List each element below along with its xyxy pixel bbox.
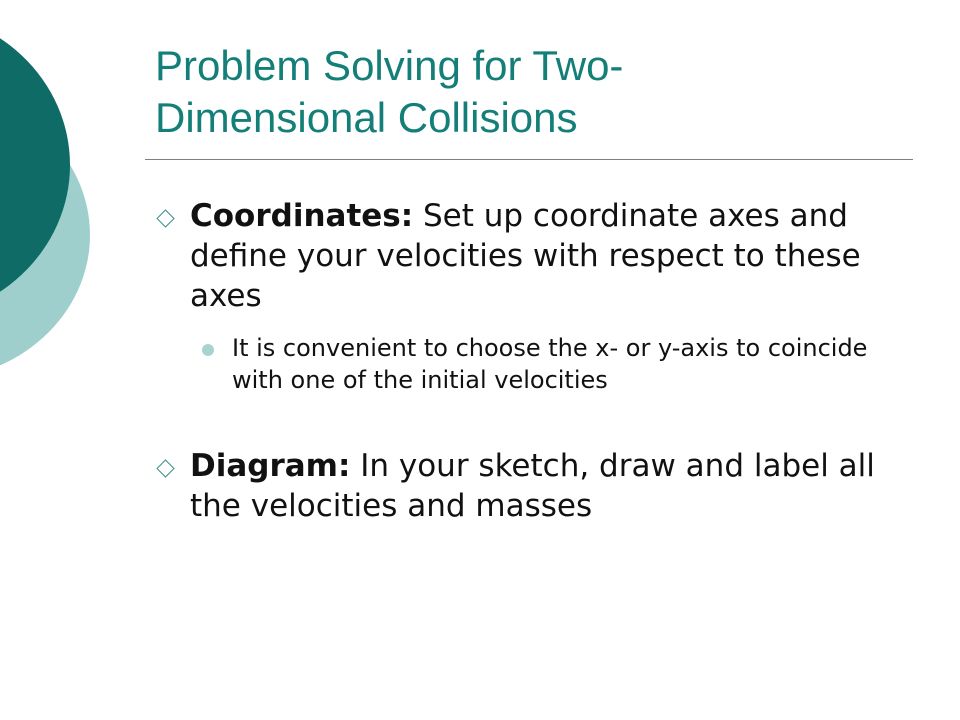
- bullet-lead: Diagram:: [190, 448, 351, 484]
- sub-bullet-text: It is convenient to choose the x- or y-axis to coincide with one of the initial velocities: [232, 334, 868, 394]
- square-bullet-icon: [156, 209, 174, 227]
- bullet-coordinates: [190, 196, 905, 316]
- round-bullet-icon: [202, 344, 214, 356]
- bullet-text: Set up coordinate axes and define your velocities with respect to these axes: [190, 198, 861, 314]
- bullet-text: In your sketch, draw and label all the velocities and masses: [190, 448, 875, 524]
- sub-bullet-axis-choice: [232, 332, 892, 396]
- slide-title: Problem Solving for Two-Dimensional Collisions: [155, 42, 624, 141]
- bullet-diagram: [190, 446, 905, 526]
- bullet-lead: Coordinates:: [190, 198, 414, 234]
- square-bullet-icon: [156, 459, 174, 477]
